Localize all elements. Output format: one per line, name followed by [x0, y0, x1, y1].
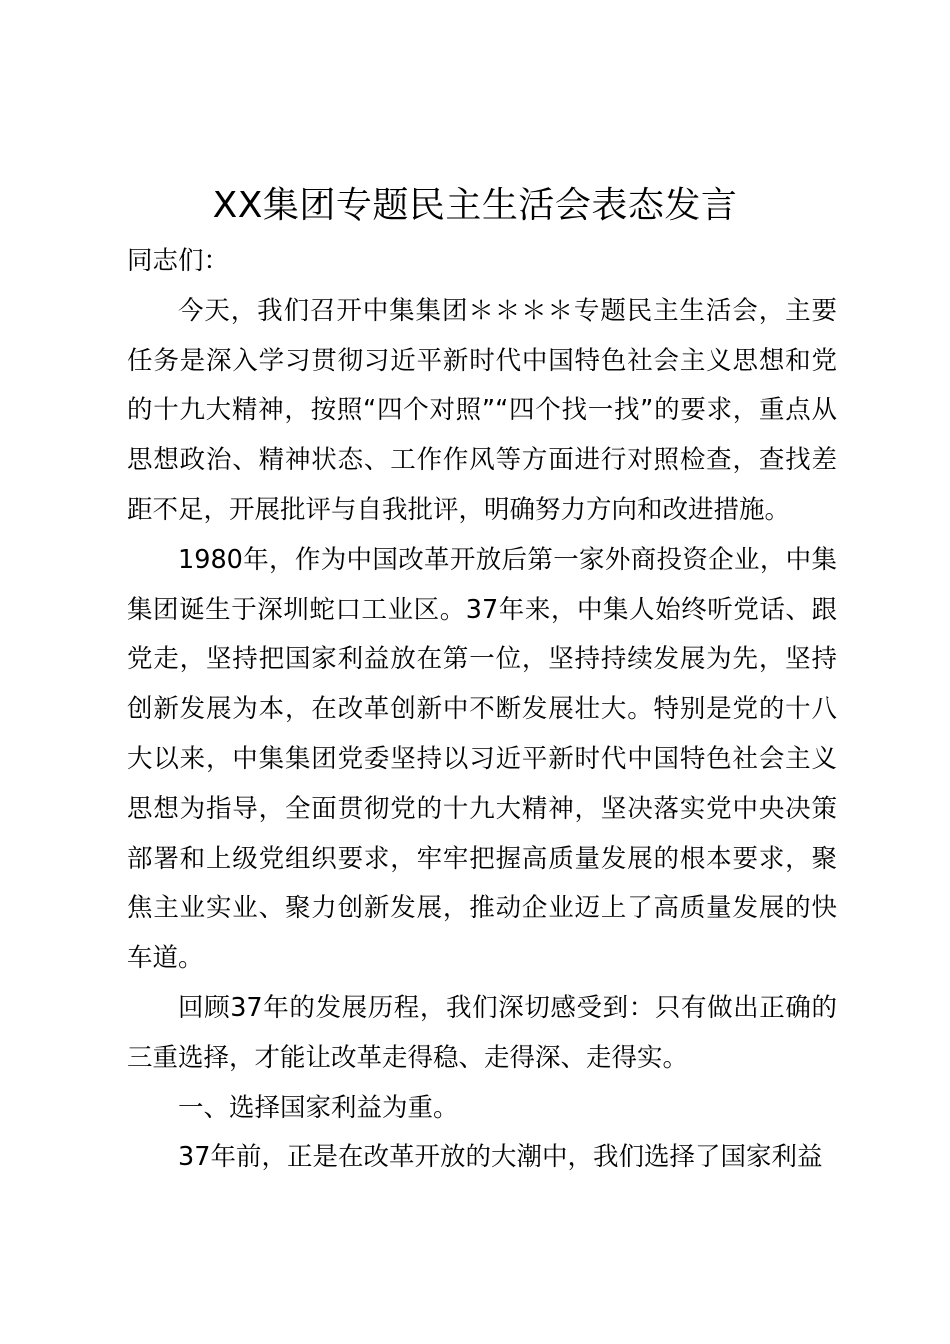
- salutation: 同志们：: [127, 246, 230, 276]
- paragraph-section-1: 37年前，正是在改革开放的大潮中，我们选择了国家利益: [178, 1142, 823, 1173]
- paragraph-review: 回顾37年的发展历程，我们深切感受到：只有做出正确的三重选择，才能让改革走得稳、走得深、走得实。: [127, 992, 837, 1073]
- paragraph-intro: 今天，我们召开中集集团＊＊＊＊专题民主生活会，主要任务是深入学习贯彻习近平新时代中国特色社会主义思想和党的十九大精神，按照“四个对照”“四个找一找”的要求，重点从思想政治、精神状态、工作作风等方面进行对照检查，查找差距不足，开展批评与自我批评，明确努力方向和改进措施。: [127, 295, 837, 525]
- paragraph-history: 1980年，作为中国改革开放后第一家外商投资企业，中集集团诞生于深圳蛇口工业区。37年来，中集人始终听党话、跟党走，坚持把国家利益放在第一位，坚持持续发展为先，坚持创新发展为本，在改革创新中不断发展壮大。特别是党的十八大以来，中集集团党委坚持以习近平新时代中国特色社会主义思想为指导，全面贯彻党的十九大精神，坚决落实党中央决策部署和上级党组织要求，牢牢把握高质量发展的根本要求，聚焦主业实业、聚力创新发展，推动企业迈上了高质量发展的快车道。: [127, 544, 837, 974]
- section-heading-1: 一、选择国家利益为重。: [178, 1092, 459, 1123]
- document-title: XX集团专题民主生活会表态发言: [212, 185, 738, 226]
- document-body: [127, 237, 837, 1183]
